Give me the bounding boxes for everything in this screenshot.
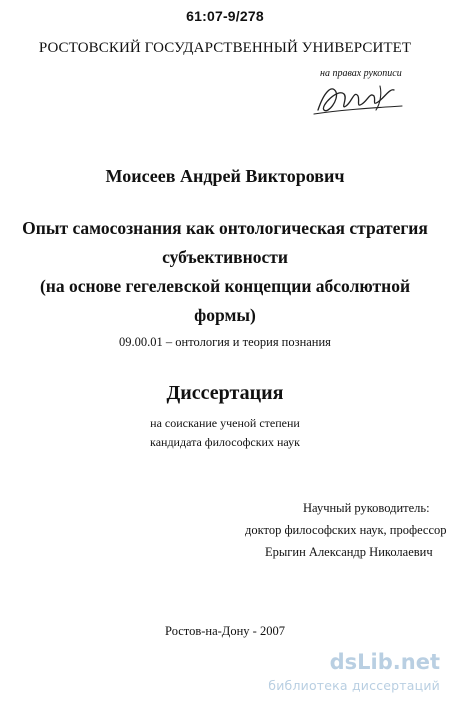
watermark-subtitle: библиотека диссертаций — [268, 678, 440, 693]
document-type: Диссертация — [166, 382, 284, 404]
degree-description — [0, 414, 450, 452]
title-line: (на основе гегелевской концепции абсолютной — [39, 276, 411, 296]
title-line: субъективности — [162, 247, 288, 267]
signature-image — [310, 80, 405, 120]
specialty-code: 09.00.01 – онтология и теория познания — [119, 335, 331, 349]
author-name: Моисеев Андрей Викторович — [105, 166, 345, 186]
supervisor-name: Ерыгин Александр Николаевич — [265, 545, 433, 559]
title-line: Опыт самосознания как онтологическая стратегия — [22, 218, 428, 238]
dissertation-title — [20, 214, 430, 330]
supervisor-degree: доктор философских наук, профессор — [245, 523, 447, 537]
dslib-watermark — [268, 650, 446, 700]
degree-line: на соискание ученой степени — [150, 416, 300, 430]
manuscript-note: на правах рукописи — [320, 68, 402, 79]
supervisor-block — [245, 497, 447, 563]
watermark-logo: dsLib.net — [329, 650, 440, 674]
supervisor-heading: Научный руководитель: — [303, 501, 430, 515]
title-line: формы) — [194, 305, 256, 325]
city-year: Ростов-на-Дону - 2007 — [165, 624, 285, 638]
degree-line: кандидата философских наук — [150, 435, 300, 449]
archive-stamp-number: 61:07-9/278 — [186, 8, 264, 24]
university-name: РОСТОВСКИЙ ГОСУДАРСТВЕННЫЙ УНИВЕРСИТЕТ — [38, 40, 412, 56]
